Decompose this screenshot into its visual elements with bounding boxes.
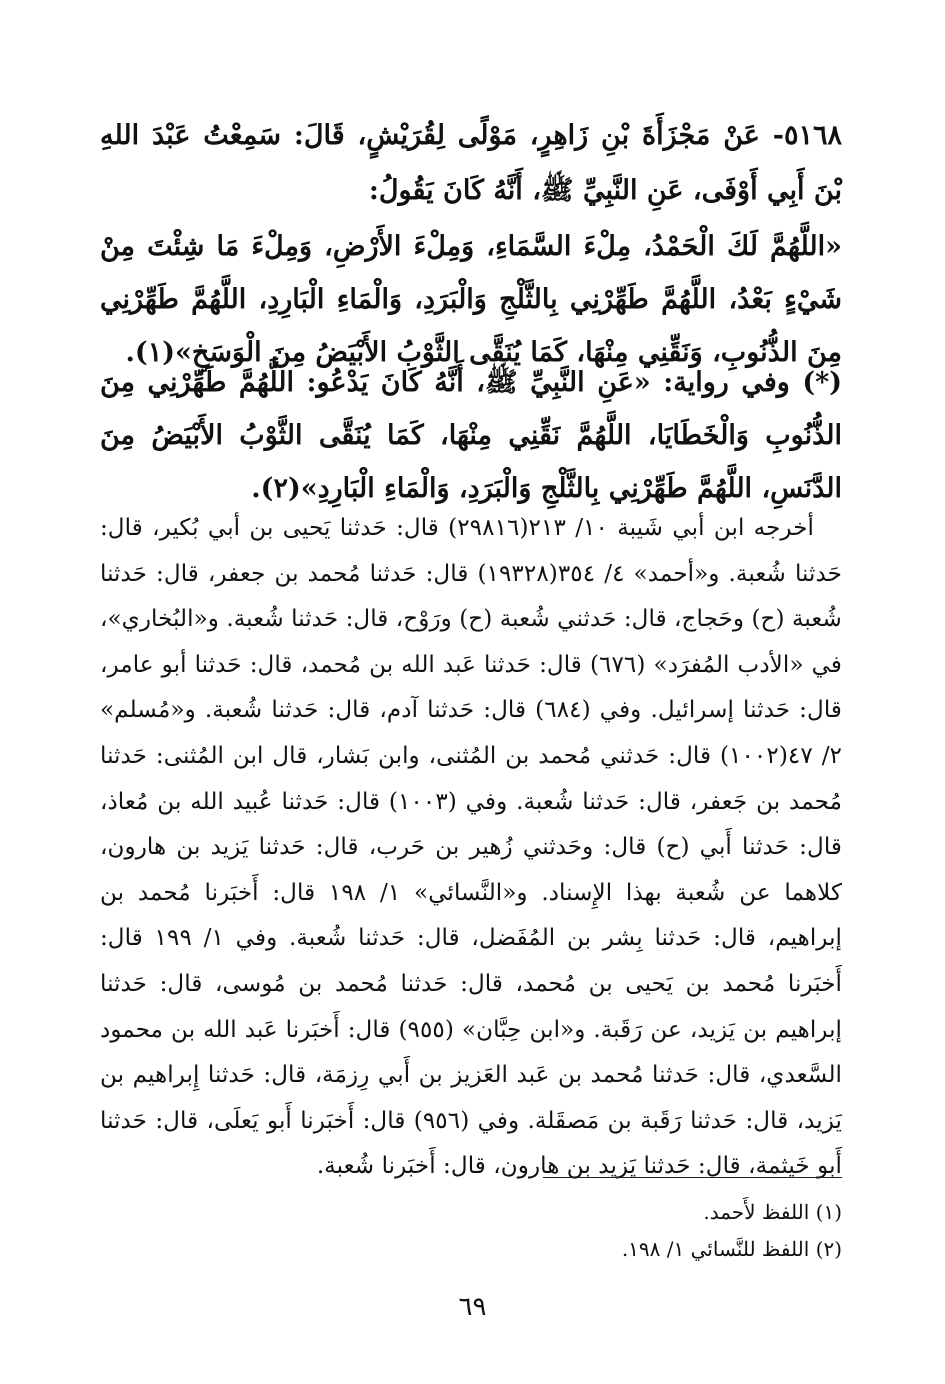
footnote-1: (١) اللفظ لأَحمد. (703, 1200, 842, 1224)
hadith-text: «اللَّهُمَّ لَكَ الْحَمْدُ، مِلْءَ السَّمَاءِ، وَمِلْءَ الأَرْضِ، وَمِلْءَ مَا شِئْتَ مِنْ شَيْءٍ بَعْدُ، اللَّهُمَّ طَهِّرْنِي بِالثَّلْجِ وَالْبَرَدِ، وَالْمَاءِ الْبَارِدِ، اللَّهُمَّ طَهِّرْنِي مِنَ الذُّنُوبِ، وَنَقِّنِي مِنْهَا، كَمَا يُنَقَّى الثَّوْبُ الأَبْيَضُ مِنَ الْوَسَخِ»(١). (100, 231, 843, 368)
hadith-heading: ٥١٦٨- عَنْ مَجْزَأَةَ بْنِ زَاهِرٍ، مَوْلًى لِقُرَيْشٍ، قَالَ: سَمِعْتُ عَبْدَ اللهِ بْنَ أَبِي أَوْفَى، عَنِ النَّبِيِّ ﷺ، أَنَّهُ كَانَ يَقُولُ: (100, 120, 842, 206)
page-number: ٦٩ (458, 1292, 487, 1322)
alternate-narration: (*) وفي رواية: «عَنِ النَّبِيِّ ﷺ، أَنَّهُ كَانَ يَدْعُو: اللَّهُمَّ طَهِّرْنِي مِنَ الذُّنُوبِ وَالْخَطَايَا، اللَّهُمَّ نَقِّنِي مِنْهَا، كَمَا يُنَقَّى الثَّوْبُ الأَبْيَضُ مِنَ الدَّنَسِ، اللَّهُمَّ طَهِّرْنِي بِالثَّلْجِ وَالْبَرَدِ، وَالْمَاءِ الْبَارِدِ»(٢). (100, 367, 842, 504)
footnote-separator (543, 1177, 842, 1178)
footnote-2: (٢) اللفظ للنَّسائي ١/ ١٩٨. (621, 1237, 842, 1261)
takhrij-paragraph: أخرجه ابن أبي شَيبة ١٠/ ٢١٣(٢٩٨١٦) قال: حَدثنا يَحيى بن أبي بُكير، قال: حَدثنا شُعبة. و«أحمد» ٤/ ٣٥٤(١٩٣٢٨) قال: حَدثنا مُحمد بن جعفر، قال: حَدثنا شُعبة (ح) وحَجاج، قال: حَدثني شُعبة (ح) ورَوْح، قال: حَدثنا شُعبة. و«البُخاري»، في «الأدب المُفرَد» (٦٧٦) قال: حَدثنا عَبد الله بن مُحمد، قال: حَدثنا أبو عامر، قال: حَدثنا إسرائيل. وفي (٦٨٤) قال: حَدثنا آدم، قال: حَدثنا شُعبة. و«مُسلم» ٢/ ٤٧(١٠٠٢) قال: حَدثني مُحمد بن المُثنى، وابن بَشار، قال ابن المُثنى: حَدثنا مُحمد بن جَعفر، قال: حَدثنا شُعبة. وفي (١٠٠٣) قال: حَدثنا عُبيد الله بن مُعاذ، قال: حَدثنا أَبي (ح) قال: وحَدثني زُهير بن حَرب، قال: حَدثنا يَزيد بن هارون، كلاهما عن شُعبة بهذا الإِسناد. و«النَّسائي» ١/ ١٩٨ قال: أَخبَرنا مُحمد بن إبراهيم، قال: حَدثنا بِشر بن المُفَضل، قال: حَدثنا شُعبة. وفي ١/ ١٩٩ قال: أَخبَرنا مُحمد بن يَحيى بن مُحمد، قال: حَدثنا مُحمد بن مُوسى، قال: حَدثنا إبراهيم بن يَزيد، عن رَقَبة. و«ابن حِبَّان» (٩٥٥) قال: أَخبَرنا عَبد الله بن محمود السَّعدي، قال: حَدثنا مُحمد بن عَبد العَزيز بن أَبي رِزمَة، قال: حَدثنا إِبراهيم بن يَزيد، قال: حَدثنا رَقَبة بن مَصقَلة. وفي (٩٥٦) قال: أَخبَرنا أَبو يَعلَى، قال: حَدثنا أَبو خَيثمة، قال: حَدثنا يَزيد بن هارون، قال: أَخبَرنا شُعبة. (100, 514, 842, 1180)
